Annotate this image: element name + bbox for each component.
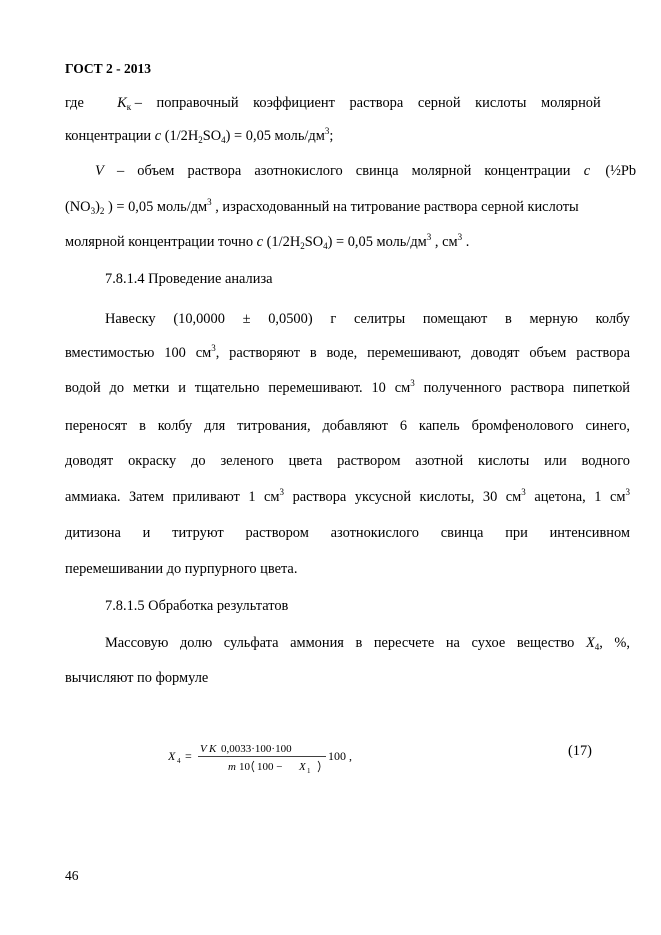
conc1-text: концентрации	[65, 128, 155, 144]
kk-symbol: K	[117, 95, 127, 111]
kk-description: – поправочный коэффициент раствора серной кислоты молярной	[134, 95, 601, 111]
no3-value: ) = 0,05 моль/дм	[104, 199, 208, 215]
v-symbol: V	[95, 163, 104, 179]
para1-line2	[65, 345, 630, 362]
conc1-sup: 3	[324, 126, 330, 136]
no3-b: )	[95, 199, 100, 215]
formula-17	[168, 738, 388, 778]
kk-subscript: к	[126, 102, 132, 112]
para1-l6b: раствора уксусной кислоты, 30 см	[284, 489, 522, 505]
kk-definition-line	[65, 95, 630, 112]
para1-line3	[65, 380, 630, 397]
formula-den-x: X	[299, 761, 306, 773]
v-description: – объем раствора азотнокислого свинца молярной концентрации	[117, 163, 571, 179]
para1-line7: дитизона и титруют раствором азотнокислого свинца при интенсивном	[65, 525, 630, 541]
para1-line6	[65, 489, 630, 506]
molar-formula: (1/2H	[263, 234, 301, 250]
where-word: где	[65, 95, 84, 111]
formula-den-b: 100 −	[257, 761, 283, 773]
para1-line4: переносят в колбу для титрования, добавляют 6 капель бромфенолового синего,	[65, 418, 630, 434]
molar-sup2: 3	[457, 232, 463, 242]
no3-a: (NO	[65, 199, 91, 215]
para1-l3sup: 3	[410, 378, 415, 388]
conc1-formula: (1/2H	[161, 128, 199, 144]
molar-line	[65, 234, 630, 251]
para2-line1	[105, 635, 630, 652]
para1-line1: Навеску (10,0000 ± 0,0500) г селитры помещают в мерную колбу	[105, 311, 630, 327]
conc1-value: ) = 0,05 моль/дм	[225, 128, 325, 144]
conc1-c: с	[154, 128, 162, 144]
molar-value: ) = 0,05 моль/дм	[327, 234, 427, 250]
formula-right-paren	[318, 761, 320, 772]
formula-num-v: V	[200, 743, 207, 755]
formula-num-rest: 0,0033·100·100	[221, 743, 292, 755]
section-heading-7-8-1-4: 7.8.1.4 Проведение анализа	[105, 271, 273, 287]
para2-l1b: , %,	[599, 635, 631, 651]
no3-sub1: 3	[90, 206, 96, 216]
no3-sup: 3	[207, 197, 212, 207]
no3-description: , израсходованный на титрование раствора серной кислоты	[211, 199, 579, 215]
no3-sub2: 2	[99, 206, 105, 216]
no3-line	[65, 199, 630, 216]
para1-line8: перемешивании до пурпурного цвета.	[65, 561, 298, 577]
formula-equals: =	[185, 749, 192, 763]
para1-l6c: ацетона, 1 см	[525, 489, 626, 505]
formula-lhs-sub: 4	[177, 757, 181, 765]
molar-so: SO	[304, 234, 324, 250]
formula-mult: 100 ,	[328, 749, 352, 763]
molar-sup1: 3	[426, 232, 432, 242]
formula-den-m: m	[228, 761, 236, 773]
formula-den-a: 10	[239, 761, 250, 773]
molar-c: с	[256, 234, 264, 250]
section-heading-7-8-1-5: 7.8.1.5 Обработка результатов	[105, 598, 289, 614]
molar-text: молярной концентрации точно	[65, 234, 257, 250]
molar-end: .	[462, 234, 470, 250]
conc1-sub2: 4	[221, 135, 226, 145]
conc1-sub1: 2	[198, 135, 203, 145]
conc1-end: ;	[329, 128, 334, 144]
v-definition-line	[95, 163, 637, 180]
para1-l6sup1: 3	[279, 487, 285, 497]
para1-l2a: вместимостью 100 см	[65, 345, 212, 361]
molar-sub1: 2	[300, 241, 305, 251]
para2-xsub: 4	[594, 642, 600, 652]
formula-left-paren	[252, 761, 254, 772]
para1-l6a: аммиака. Затем приливают 1 см	[65, 489, 280, 505]
para2-line2: вычисляют по формуле	[65, 670, 209, 686]
para1-l6sup2: 3	[521, 487, 526, 497]
formula-den-sub: 1	[307, 767, 311, 775]
para1-l2sup: 3	[211, 343, 216, 353]
para2-l1a: Массовую долю сульфата аммония в пересчете на сухое вещество	[105, 635, 586, 651]
para1-l3b: полученного раствора пипеткой	[414, 380, 630, 396]
v-tail: (½Pb	[605, 163, 637, 179]
conc1-so: SO	[202, 128, 222, 144]
para1-l2b: , растворяют в воде, перемешивают, доводят объем раствора	[215, 345, 630, 361]
document-header: ГОСТ 2 - 2013	[65, 61, 152, 76]
para1-l3a: водой до метки и тщательно перемешивают. 10 см	[65, 380, 411, 396]
para2-x: X	[585, 635, 595, 651]
para1-line5: доводят окраску до зеленого цвета раствором азотной кислоты или водного	[65, 453, 630, 469]
para1-l6sup3: 3	[625, 487, 630, 497]
v-c: с	[583, 163, 591, 179]
formula-lhs: X	[168, 749, 176, 763]
formula-num-k: K	[209, 743, 217, 755]
concentration-line-1	[65, 128, 630, 145]
molar-unit: , см	[431, 234, 458, 250]
page-number: 46	[65, 868, 79, 883]
molar-sub2: 4	[323, 241, 328, 251]
equation-number: (17)	[568, 743, 592, 759]
